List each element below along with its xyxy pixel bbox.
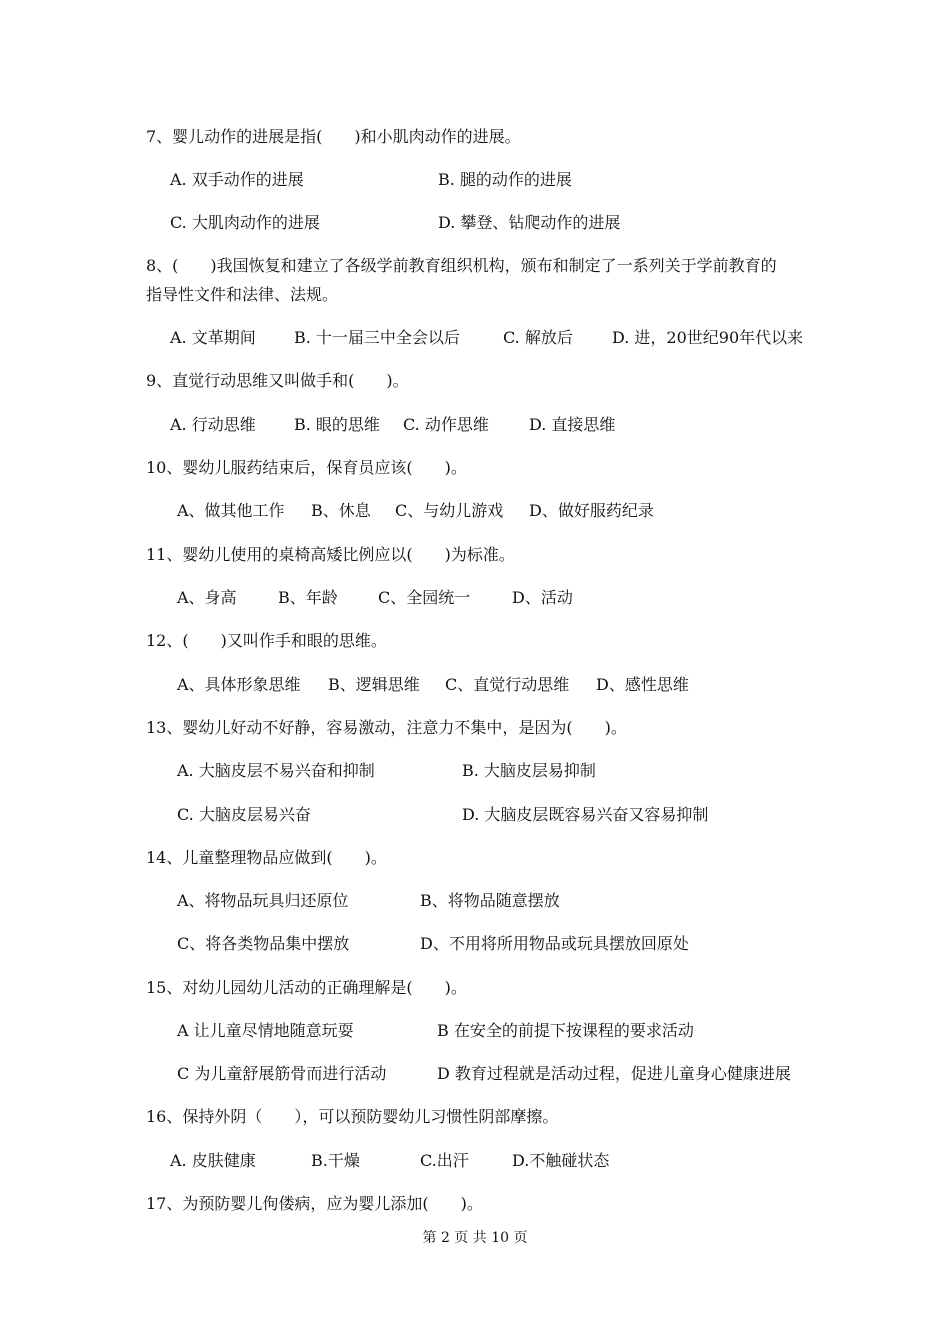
question-11-option-d: D、活动 [512,588,573,607]
question-9-option-d: D. 直接思维 [529,415,616,434]
question-16-option-a: A. 皮肤健康 [170,1151,256,1170]
question-8-option-b: B. 十一届三中全会以后 [294,328,460,347]
question-11-option-b: B、年龄 [278,588,338,607]
question-12-option-a: A、具体形象思维 [177,675,301,694]
question-16-option-b: B.干燥 [311,1151,360,1170]
question-7-option-b: B. 腿的动作的进展 [438,170,572,189]
question-10-option-b: B、休息 [311,501,371,520]
question-15-option-c: C 为儿童舒展筋骨而进行活动 [177,1064,387,1083]
question-10-option-c: C、与幼儿游戏 [395,501,504,520]
question-14-option-b: B、将物品随意摆放 [420,891,560,910]
question-7-option-c: C. 大肌肉动作的进展 [170,213,320,232]
question-16-option-c: C.出汗 [420,1151,469,1170]
question-13-option-c: C. 大脑皮层易兴奋 [177,805,311,824]
question-13-option-a: A. 大脑皮层不易兴奋和抑制 [177,761,375,780]
question-8-stem: 8、( )我国恢复和建立了各级学前教育组织机构，颁布和制定了一系列关于学前教育的 [146,256,777,275]
question-16-option-d: D.不触碰状态 [512,1151,610,1170]
question-7-stem: 7、婴儿动作的进展是指( )和小肌肉动作的进展。 [146,127,521,146]
question-17-stem: 17、为预防婴儿佝偻病，应为婴儿添加( )。 [146,1194,483,1213]
question-14-option-a: A、将物品玩具归还原位 [177,891,349,910]
question-13-option-b: B. 大脑皮层易抑制 [462,761,596,780]
question-11-option-c: C、全园统一 [378,588,471,607]
question-12-option-b: B、逻辑思维 [328,675,420,694]
question-9-option-a: A. 行动思维 [170,415,256,434]
question-11-option-a: A、身高 [177,588,237,607]
question-15-option-a: A 让儿童尽情地随意玩耍 [177,1021,354,1040]
question-10-option-a: A、做其他工作 [177,501,285,520]
question-8-option-a: A. 文革期间 [170,328,256,347]
question-7-option-a: A. 双手动作的进展 [170,170,304,189]
question-14-stem: 14、儿童整理物品应做到( )。 [146,848,387,867]
question-7-option-d: D. 攀登、钻爬动作的进展 [438,213,621,232]
question-15-option-b: B 在安全的前提下按课程的要求活动 [437,1021,694,1040]
question-12-stem: 12、( )又叫作手和眼的思维。 [146,631,387,650]
question-8-option-d: D. 进，20世纪90年代以来 [612,328,804,347]
question-13-option-d: D. 大脑皮层既容易兴奋又容易抑制 [462,805,709,824]
question-9-stem: 9、直觉行动思维又叫做手和( )。 [146,371,409,390]
question-16-stem: 16、保持外阴（ ），可以预防婴幼儿习惯性阴部摩擦。 [146,1107,559,1126]
question-15-option-d: D 教育过程就是活动过程，促进儿童身心健康进展 [437,1064,791,1083]
question-15-stem: 15、对幼儿园幼儿活动的正确理解是( )。 [146,978,467,997]
question-12-option-d: D、感性思维 [596,675,689,694]
question-12-option-c: C、直觉行动思维 [445,675,570,694]
question-9-option-b: B. 眼的思维 [294,415,380,434]
question-13-stem: 13、婴幼儿好动不好静，容易激动，注意力不集中，是因为( )。 [146,718,627,737]
question-10-option-d: D、做好服药纪录 [529,501,654,520]
question-8-option-c: C. 解放后 [503,328,573,347]
question-11-stem: 11、婴幼儿使用的桌椅高矮比例应以( )为标准。 [146,545,515,564]
question-9-option-c: C. 动作思维 [403,415,489,434]
question-8-stem-continued: 指导性文件和法律、法规。 [146,285,339,304]
question-14-option-d: D、不用将所用物品或玩具摆放回原处 [420,934,689,953]
question-10-stem: 10、婴幼儿服药结束后，保育员应该( )。 [146,458,467,477]
question-14-option-c: C、将各类物品集中摆放 [177,934,350,953]
page-footer: 第 2 页 共 10 页 [422,1230,528,1246]
